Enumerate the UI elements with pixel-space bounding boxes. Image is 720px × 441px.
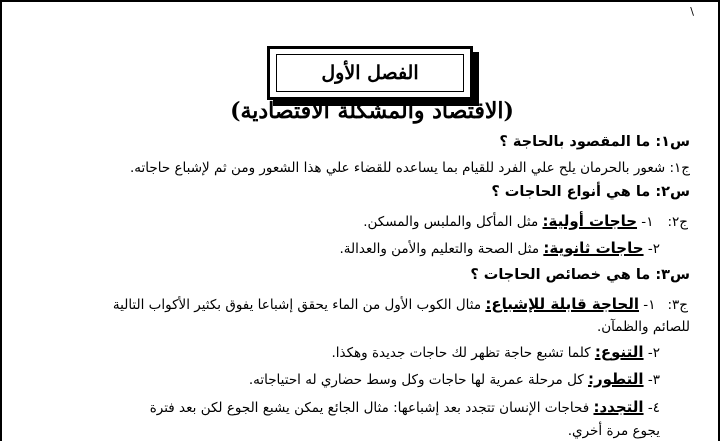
item-number: ١- — [639, 297, 656, 313]
question-1-text: ما المقصود بالحاجة ؟ — [499, 134, 656, 150]
answer-3-item-4 — [28, 398, 660, 417]
item-number: ١- — [637, 214, 654, 230]
item-text: يجوع مرة أخري. — [567, 423, 660, 439]
item-text: كل مرحلة عمرية لها حاجات وكل وسط حضاري له احتياجاته. — [248, 372, 589, 388]
answer-3-item-1-continued — [28, 318, 690, 336]
question-3 — [28, 266, 690, 284]
question-3-label: س٣: — [655, 267, 690, 283]
item-term: حاجات ثانوية: — [543, 239, 644, 257]
item-term: التطور: — [588, 370, 644, 388]
item-term: الحاجة قابلة للإشباع: — [485, 295, 640, 313]
answer-1-label: ج١: — [669, 160, 690, 176]
question-2-text: ما هي أنواع الحاجات ؟ — [491, 184, 656, 200]
item-number: ٢- — [643, 241, 660, 257]
question-2-label: س٢: — [655, 184, 690, 200]
question-1-label: س١: — [655, 134, 690, 150]
item-term: التنوع: — [594, 343, 644, 361]
item-number: ٢- — [643, 345, 660, 361]
item-text: فحاجات الإنسان تتجدد بعد إشباعها: مثال الجائع يمكن يشبع الجوع لكن بعد فترة — [149, 400, 594, 416]
answer-3-item-2 — [28, 343, 660, 362]
chapter-title: الفصل الأول — [276, 54, 464, 92]
chapter-title-box — [267, 46, 473, 100]
item-text: كلما تشبع حاجة تظهر لك حاجات جديدة وهكذا. — [331, 345, 595, 361]
answer-3-item-3 — [28, 370, 660, 389]
answer-1-text: شعور بالحرمان يلح علي الفرد للقيام بما يساعده للقضاء علي هذا الشعور ومن ثم لإشباع حاجاته. — [129, 160, 670, 176]
item-term: التجدد: — [593, 398, 644, 416]
question-1 — [28, 133, 690, 151]
answer-2-label: ج٢: — [667, 214, 688, 230]
answer-2-item-1 — [28, 212, 688, 231]
item-text: للصائم والظمآن. — [596, 319, 690, 335]
answer-1 — [28, 159, 690, 177]
item-text: مثال الكوب الأول من الماء يحقق إشباعا يفوق بكثير الأكواب التالية — [112, 297, 486, 313]
chapter-subtitle: (الاقتصاد والمشكلة الاقتصادية) — [230, 98, 514, 124]
item-text: مثل الصحة والتعليم والأمن والعدالة. — [339, 241, 544, 257]
answer-3-item-1 — [28, 295, 688, 314]
item-term: حاجات أولية: — [542, 212, 638, 230]
question-2 — [28, 183, 690, 201]
item-number: ٤- — [643, 400, 660, 416]
answer-2-item-2 — [28, 239, 660, 258]
answer-3-label: ج٣: — [667, 297, 688, 313]
item-number: ٣- — [643, 372, 660, 388]
question-3-text: ما هي خصائص الحاجات ؟ — [470, 267, 656, 283]
item-text: مثل المأكل والملبس والمسكن. — [363, 214, 543, 230]
answer-3-item-4-continued — [28, 422, 660, 440]
corner-mark: \ — [690, 5, 694, 18]
